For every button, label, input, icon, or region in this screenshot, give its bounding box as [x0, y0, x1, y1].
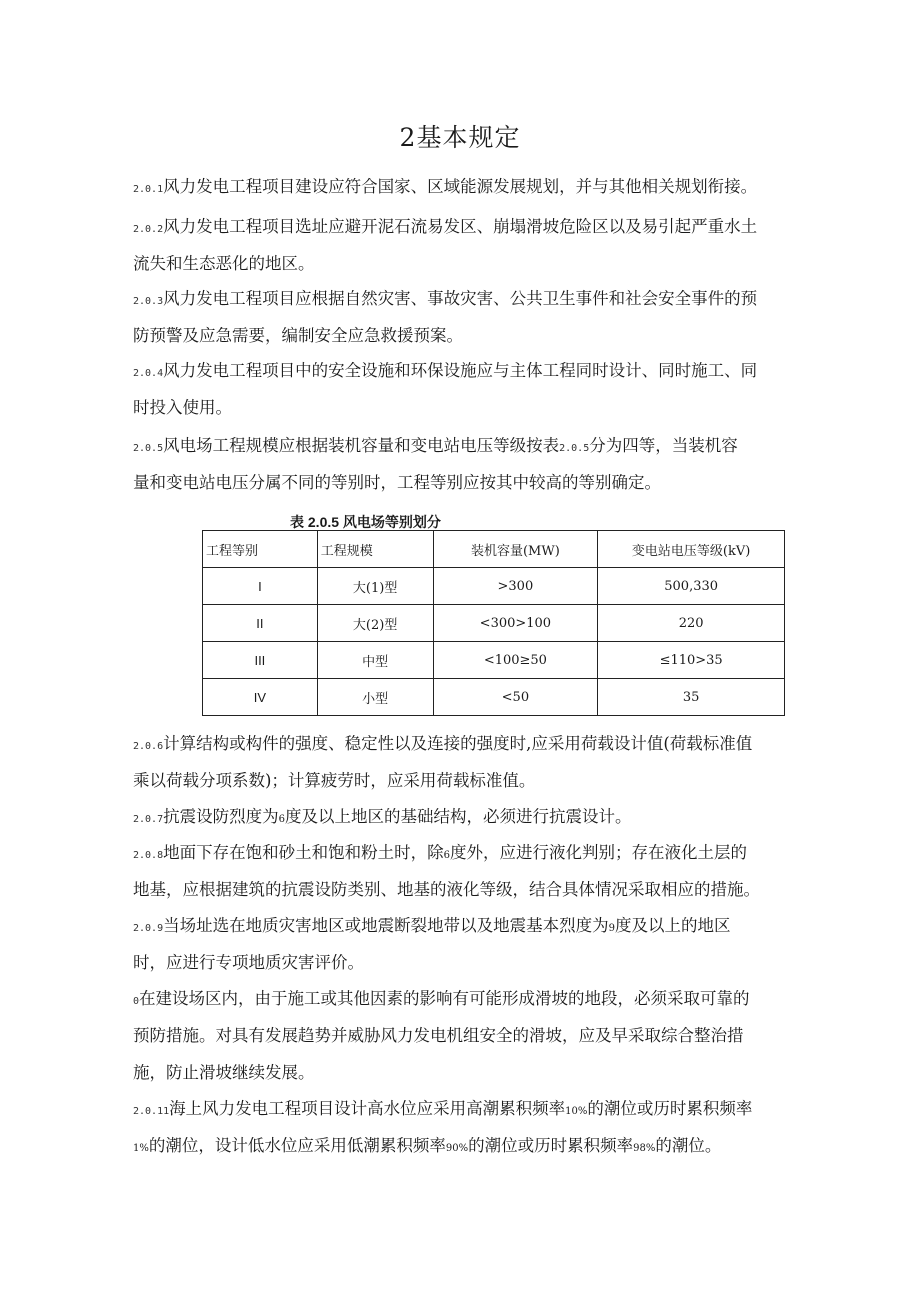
table-cell: IV — [203, 679, 318, 716]
table-cell: 小型 — [317, 679, 433, 716]
intensity-value: 6 — [278, 814, 285, 825]
clause-text: 量和变电站电压分属不同的等别时，工程等别应按其中较高的等别确定。 — [133, 473, 661, 492]
clause-text: 防预警及应急需要，编制安全应急救援预案。 — [133, 326, 463, 345]
clause-2-0-3 — [133, 280, 785, 354]
clause-text: 的潮位或历时累积频率 — [468, 1136, 634, 1155]
clause-text: 地面下存在饱和砂土和饱和粉土时，除 — [163, 843, 444, 862]
clause-2-0-10 — [133, 980, 785, 1091]
frequency-value: 90% — [445, 1143, 469, 1154]
clause-text: 计算结构或构件的强度、稳定性以及连接的强度时,应采用荷载设计值(荷载标准值 — [163, 734, 753, 753]
clause-text: 风电场工程规模应根据装机容量和变电站电压等级按表 — [163, 436, 560, 455]
clause-2-0-2 — [133, 208, 785, 282]
table-cell: II — [203, 605, 318, 642]
frequency-value: 1% — [133, 1143, 149, 1154]
table-cell: 大(1)型 — [317, 568, 433, 605]
table-cell: ≤110>35 — [598, 642, 785, 679]
table-header-row — [203, 531, 785, 568]
clause-number: 2.0.8 — [133, 850, 164, 861]
table-cell: III — [203, 642, 318, 679]
clause-number: 2.0.2 — [133, 224, 164, 235]
clause-text: 的潮位，设计低水位应采用低潮累积频率 — [148, 1136, 446, 1155]
table-reference: 2.0.5 — [559, 443, 590, 454]
table-row — [203, 679, 785, 716]
table-cell: 220 — [598, 605, 785, 642]
frequency-value: 10% — [565, 1106, 588, 1117]
clause-number: 2.0.3 — [133, 296, 164, 307]
clause-text: 乘以荷载分项系数)；计算疲劳时，应采用荷载标准值。 — [133, 771, 536, 790]
clause-text: 风力发电工程项目中的安全设施和环保设施应与主体工程同时设计、同时施工、同 — [163, 361, 758, 380]
table-cell: 35 — [598, 679, 785, 716]
table-cell: <300>100 — [433, 605, 598, 642]
clause-2-0-1 — [133, 168, 785, 205]
table-header-cell: 变电站电压等级(kV) — [598, 531, 785, 568]
clause-text: 度外，应进行液化判别；存在液化土层的 — [449, 843, 747, 862]
clause-text: 度及以上地区的基础结构，必须进行抗震设计。 — [284, 807, 632, 826]
clause-number: 2.0.4 — [133, 368, 164, 379]
table-cell: >300 — [433, 568, 598, 605]
intensity-value: 9 — [608, 923, 615, 934]
clause-text: 地基，应根据建筑的抗震设防类别、地基的液化等级，结合具体情况采取相应的措施。 — [133, 880, 760, 899]
clause-number: 2.0.11 — [133, 1106, 170, 1117]
table-caption: 表 2.0.5 风电场等别划分 — [290, 514, 441, 530]
table-cell: 中型 — [317, 642, 433, 679]
table-header-cell: 工程规模 — [317, 531, 433, 568]
clause-2-0-5 — [133, 427, 785, 501]
clause-number: 2.0.5 — [133, 443, 164, 454]
clause-2-0-9 — [133, 907, 785, 981]
clause-text: 时投入使用。 — [133, 398, 232, 417]
clause-text: 预防措施。对具有发展趋势并威胁风力发电机组安全的滑坡，应及早采取综合整治措 — [133, 1026, 744, 1045]
clause-text: 海上风力发电工程项目设计高水位应采用高潮累积频率 — [169, 1099, 566, 1118]
clause-number: 2.0.6 — [133, 741, 164, 752]
clause-text: 抗震设防烈度为 — [163, 807, 279, 826]
table-cell: 500,330 — [598, 568, 785, 605]
clause-text: 风力发电工程项目建设应符合国家、区域能源发展规划，并与其他相关规划衔接。 — [163, 177, 758, 196]
clause-number: 2.0.9 — [133, 923, 164, 934]
clause-text: 在建设场区内，由于施工或其他因素的影响有可能形成滑坡的地段，必须采取可靠的 — [139, 989, 750, 1008]
page-title: 2基本规定 — [399, 123, 521, 152]
table-cell: <100≥50 — [433, 642, 598, 679]
clause-text: 施，防止滑坡继续发展。 — [133, 1063, 315, 1082]
clause-text: 度及以上的地区 — [614, 916, 731, 935]
clause-text: 流失和生态恶化的地区。 — [133, 254, 315, 273]
table-cell: 大(2)型 — [317, 605, 433, 642]
table-row — [203, 642, 785, 679]
table-row — [203, 568, 785, 605]
clause-2-0-11 — [133, 1090, 785, 1164]
table-cell: I — [203, 568, 318, 605]
clause-number: 2.0.7 — [133, 814, 164, 825]
table-cell: <50 — [433, 679, 598, 716]
clause-number: 0 — [133, 996, 140, 1007]
table-header-cell: 装机容量(MW) — [433, 531, 598, 568]
intensity-value: 6 — [443, 850, 450, 861]
clause-2-0-8 — [133, 834, 785, 908]
clause-number: 2.0.1 — [133, 184, 164, 195]
clause-text: 的潮位或历时累积频率 — [587, 1099, 753, 1118]
table-header-cell: 工程等别 — [203, 531, 318, 568]
clause-text: 分为四等，当装机容 — [589, 436, 738, 455]
grade-table — [202, 530, 785, 716]
table-row — [203, 605, 785, 642]
clause-text: 当场址选在地质灾害地区或地震断裂地带以及地震基本烈度为 — [163, 916, 609, 935]
clause-text: 的潮位。 — [655, 1136, 722, 1155]
clause-2-0-6 — [133, 725, 785, 799]
clause-text: 风力发电工程项目选址应避开泥石流易发区、崩塌滑坡危险区以及易引起严重水土 — [163, 217, 758, 236]
clause-text: 时，应进行专项地质灾害评价。 — [133, 953, 364, 972]
frequency-value: 98% — [633, 1143, 656, 1154]
clause-2-0-7 — [133, 798, 785, 835]
clause-text: 风力发电工程项目应根据自然灾害、事故灾害、公共卫生事件和社会安全事件的预 — [163, 289, 758, 308]
clause-2-0-4 — [133, 352, 785, 426]
